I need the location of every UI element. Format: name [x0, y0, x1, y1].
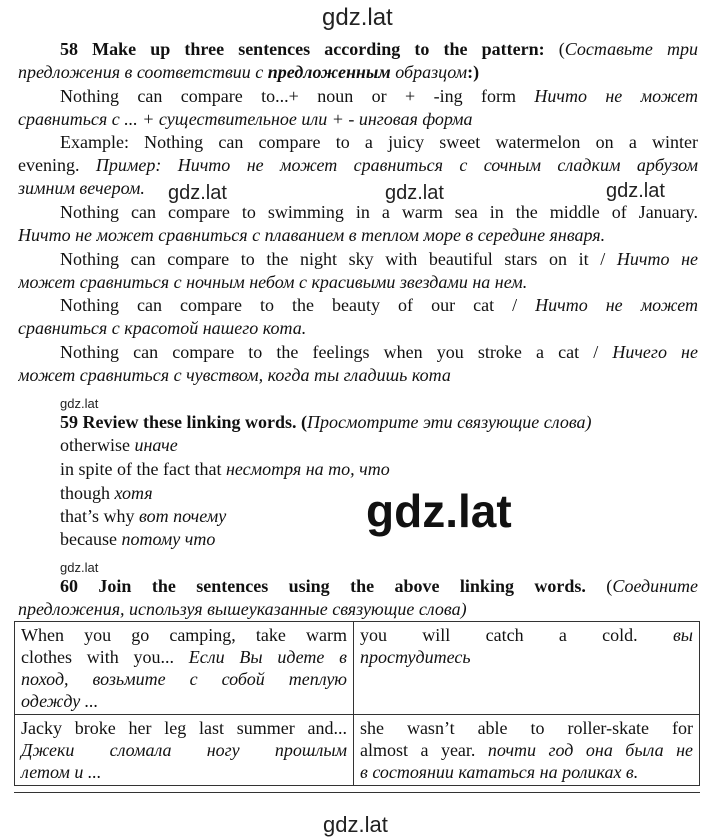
ex58-sentence-4: [18, 341, 698, 363]
cell-line: [360, 624, 693, 646]
ex58-number: 58: [60, 39, 78, 59]
watermark-small-1: gdz.lat: [60, 396, 99, 411]
table-row: [15, 715, 700, 786]
ex59-number: 59: [60, 412, 78, 432]
cell-line: [360, 761, 693, 783]
cell-text-ru: одежду ...: [21, 691, 99, 711]
ex58-sentence-4-ru-start: Ничего не: [598, 342, 698, 362]
linking-word-item: [60, 434, 178, 456]
ex58-title-ru-bold: предложенным: [267, 62, 391, 82]
ex58-pattern-ru-2: сравниться с ... + существительное или + - инговая форма: [18, 109, 473, 129]
ex58-sentence-2-ru-text: может сравниться с ночным небом с красивыми звездами на нем.: [18, 272, 528, 292]
ex58-pattern-en: Nothing can compare to...+ noun or + -ing form: [60, 86, 516, 106]
ex58-example-en: Example: Nothing can compare to a juicy sweet watermelon on a winter: [60, 132, 698, 152]
table-row: [15, 622, 700, 715]
cell-text-ru: поход, возьмите с собой теплую: [21, 669, 347, 689]
ex58-pattern-ru: Ничто не может: [515, 86, 698, 106]
ex58-pattern: [18, 85, 698, 107]
watermark-mid-left: gdz.lat: [168, 182, 227, 204]
ex60-title-ru-2: предложения, используя вышеуказанные связующие слова): [18, 599, 467, 619]
ex60-title-ru: Соедините: [612, 576, 698, 596]
ex58-example-ru: Пример: Ничто не может сравниться с сочным сладким арбузом: [79, 155, 698, 175]
watermark-bottom: gdz.lat: [323, 812, 388, 837]
cell-line: [21, 690, 347, 712]
ex58-heading: [18, 38, 698, 60]
ex59-paren: (: [296, 412, 308, 432]
cell-line: [360, 739, 693, 761]
ex58-sentence-3: [18, 294, 698, 316]
ex60-heading: [18, 575, 698, 597]
divider: [14, 792, 700, 793]
ex59-heading: [60, 411, 592, 433]
ex58-sentence-1-ru: [18, 224, 698, 246]
ex58-sentence-3-en: Nothing can compare to the beauty of our cat /: [60, 295, 518, 315]
ex58-sentence-4-ru-text: может сравниться с чувством, когда ты гладишь кота: [18, 365, 451, 385]
cell-text-ru: вы: [637, 625, 693, 645]
cell-text-ru: в состоянии кататься на роликах в.: [360, 762, 639, 782]
cell-text-ru: простудитесь: [360, 647, 471, 667]
ex58-pattern-line2: [18, 108, 698, 130]
linking-word-item: [60, 482, 153, 504]
cell-text: she wasn’t able to roller-skate for: [360, 718, 693, 738]
ex60-number: 60: [60, 576, 78, 596]
linking-word-item: [60, 505, 226, 527]
linking-word-item: [60, 458, 390, 480]
ex58-example-line2: [18, 154, 698, 176]
ex58-sentence-1: [18, 201, 698, 223]
ex60-paren: (: [585, 576, 613, 596]
table-cell-right: [354, 715, 700, 786]
cell-line: [21, 624, 347, 646]
cell-text-ru: летом и ...: [21, 762, 102, 782]
table-cell-right: [354, 622, 700, 715]
cell-line: [21, 646, 347, 668]
ex58-sentence-4-ru: [18, 364, 698, 386]
ex58-title: Make up three sentences according to the pattern:: [92, 39, 545, 59]
ex58-sentence-1-en: Nothing can compare to swimming in a warm sea in the middle of January.: [60, 202, 698, 222]
table-cell-left: [15, 715, 354, 786]
linking-word-ru: потому что: [121, 529, 216, 549]
cell-text: When you go camping, take warm: [21, 625, 347, 645]
ex58-sentence-2-ru: [18, 271, 698, 293]
cell-line: [21, 761, 347, 783]
cell-text: clothes with you...: [21, 647, 175, 667]
linking-word-en: otherwise: [60, 435, 130, 455]
cell-text-ru: почти год она была не: [475, 740, 694, 760]
table-cell-left: [15, 622, 354, 715]
cell-text: you will catch a cold.: [360, 625, 638, 645]
ex58-title-ru-3: образцом: [390, 62, 468, 82]
linking-word-en: though: [60, 483, 111, 503]
ex58-sentence-1-ru-text: Ничто не может сравниться с плаванием в теплом море в середине января.: [18, 225, 606, 245]
ex58-example-en-2: evening.: [18, 155, 80, 175]
ex58-sentence-3-ru: [18, 317, 698, 339]
ex58-example-line3: [18, 177, 698, 199]
linking-word-ru: вот почему: [139, 506, 227, 526]
ex58-sentence-4-en: Nothing can compare to the feelings when you stroke a cat /: [60, 342, 599, 362]
linking-word-item: [60, 528, 215, 550]
cell-text: Jacky broke her leg last summer and...: [21, 718, 347, 738]
watermark-mid-center: gdz.lat: [385, 182, 444, 204]
cell-text-ru: Если Вы идете в: [174, 647, 347, 667]
cell-line: [360, 646, 693, 668]
watermark-mid-right: gdz.lat: [606, 180, 665, 202]
ex58-sentence-2-en: Nothing can compare to the night sky with beautiful stars on it /: [60, 249, 606, 269]
ex58-paren: (: [544, 39, 565, 59]
watermark-small-2: gdz.lat: [60, 560, 99, 575]
ex58-heading-line2: [18, 61, 698, 83]
ex58-example: [18, 131, 698, 153]
ex58-sentence-3-ru-text: сравниться с красотой нашего кота.: [18, 318, 307, 338]
linking-word-ru: иначе: [134, 435, 178, 455]
cell-line: [21, 717, 347, 739]
ex58-sentence-2-ru-start: Ничто не: [605, 249, 698, 269]
ex58-title-ru: Составьте три: [564, 39, 698, 59]
watermark-top: gdz.lat: [322, 4, 393, 31]
cell-line: [360, 717, 693, 739]
ex60-title: Join the sentences using the above linking words.: [98, 576, 586, 596]
ex58-example-ru-2: зимним вечером.: [18, 178, 145, 198]
cell-text: almost a year.: [360, 740, 476, 760]
linking-word-en: because: [60, 529, 117, 549]
cell-line: [21, 739, 347, 761]
cell-text-ru: Джеки сломала ногу прошлым: [21, 740, 347, 760]
ex58-sentence-3-ru-start: Ничто не может: [517, 295, 698, 315]
watermark-big: gdz.lat: [366, 485, 512, 537]
ex59-title-ru: Просмотрите эти связующие слова): [307, 412, 592, 432]
sentences-table: [14, 621, 700, 786]
linking-word-ru: хотя: [114, 483, 153, 503]
ex58-title-ru-2: предложения в соответствии с: [18, 62, 268, 82]
cell-line: [21, 668, 347, 690]
ex59-title: Review these linking words.: [82, 412, 297, 432]
ex60-heading-line2: [18, 598, 698, 620]
ex58-title-end: :): [467, 62, 480, 82]
linking-word-en: that’s why: [60, 506, 135, 526]
linking-word-en: in spite of the fact that: [60, 459, 222, 479]
ex58-sentence-2: [18, 248, 698, 270]
linking-word-ru: несмотря на то, что: [225, 459, 390, 479]
